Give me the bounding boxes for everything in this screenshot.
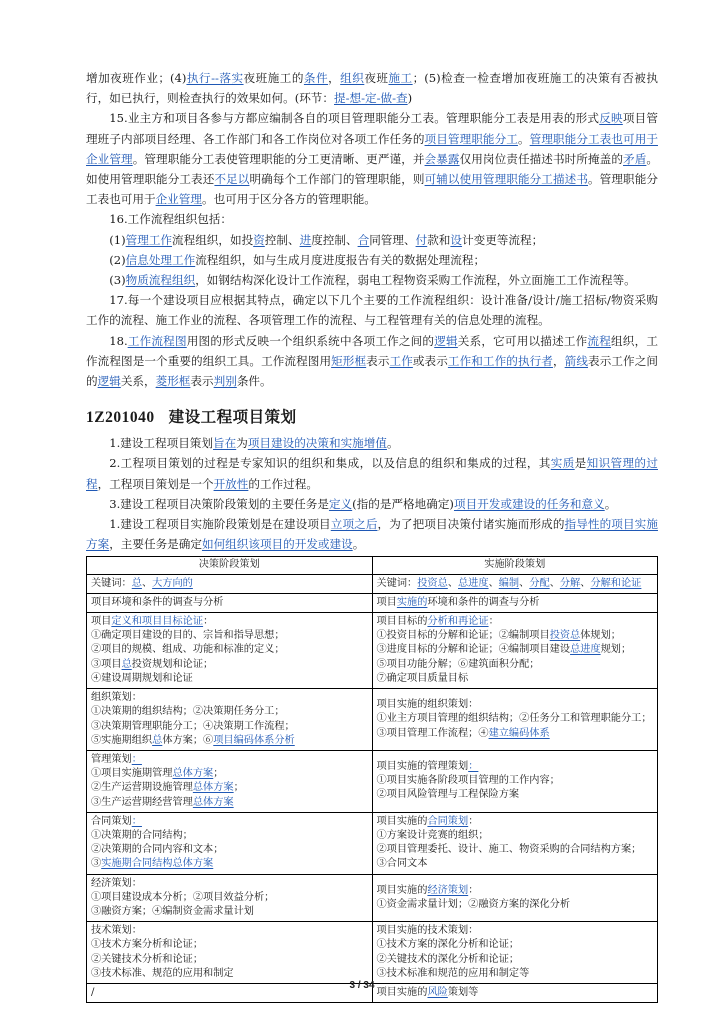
text: 、 (549, 577, 560, 589)
text: 判别 (213, 374, 237, 389)
text: ⑤项目功能分解；⑥建筑面积分配； (376, 658, 540, 670)
cell-decision (87, 689, 373, 751)
cell-line (91, 691, 368, 705)
text: ②决策期的合同内容和文本； (91, 844, 224, 856)
para-17: 17.每一个建设项目应根据其特点，确定以下几个主要的工作流程组织：设计准备/设计/施工招标/物资采购工作的流程、施工作业的流程、各项管理工作的流程、与工程管理有关的信息处理的流程。 (86, 293, 658, 328)
cell-implementation (372, 812, 658, 874)
cell-implementation (372, 689, 658, 751)
text: 组织，工作流程图是一个重要的组织工具。工作流程图用 (86, 333, 658, 368)
text: ①方案设计竞赛的组织； (376, 829, 489, 841)
text: 项目 (91, 616, 112, 628)
text: 组织策划： (91, 692, 142, 704)
text: 、 (447, 577, 458, 589)
text: 关键词： (91, 577, 132, 589)
text: 1.建设工程项目策划 (109, 436, 213, 451)
text: ②项目管理委托、设计、施工、物资采购的合同结构方案； (376, 844, 642, 856)
text: 体方案；⑥ (162, 734, 214, 746)
text: ①业主方项目管理的组织结构；②任务分工和管理职能分工； (376, 713, 652, 725)
text: 如何组织该项目的开发或建设 (201, 537, 353, 552)
text: 表示工作之间的 (86, 353, 658, 389)
text: (1) (109, 232, 126, 247)
cell-line (91, 596, 368, 610)
text: 。也可用于区分各方的管理职能。 (201, 192, 376, 207)
text: 实质 (550, 456, 575, 471)
text: ；(5)检查一检查增加夜班施工的决策有否被执行，如已执行，则检查执行的效果如何。(环节： (86, 71, 658, 106)
table-row (87, 689, 658, 751)
cell-line (377, 857, 654, 871)
text: 项目编码体系分析 (213, 734, 295, 746)
text: 提-想-定-做-查 (334, 91, 408, 106)
text: ： (468, 761, 479, 772)
table-row (87, 574, 658, 593)
text: 增加夜班作业；(4) (86, 71, 187, 85)
text: 矛盾 (623, 151, 647, 166)
text: 或表示 (412, 353, 448, 368)
para-16-2 (86, 250, 658, 270)
cell-line (91, 643, 368, 657)
text: 合同策划 (91, 815, 132, 827)
cell-line (377, 953, 654, 967)
text: 分解和论证 (590, 577, 642, 589)
text: 矩形框 (331, 353, 367, 368)
text: 、 (580, 577, 591, 589)
page-number: 3 / 34 (349, 980, 375, 991)
text: 18. (109, 333, 128, 348)
text: 计变更等流程； (462, 232, 544, 247)
cell-decision (87, 922, 373, 984)
cell-line (91, 629, 368, 643)
text: ①资金需求量计划；②融资方案的深化分析 (376, 898, 571, 910)
cell-line (91, 843, 368, 857)
cell-line (91, 734, 368, 748)
text: 经济策划： (91, 877, 142, 889)
text: 开放性 (213, 476, 249, 491)
text: ， (328, 71, 341, 85)
table-row (87, 874, 658, 922)
table-row (87, 613, 658, 689)
cell-implementation (372, 874, 658, 922)
header-implementation-phase: 实施阶段策划 (372, 557, 658, 574)
cell-line (377, 829, 654, 843)
text: ，如钢结构深化设计工作流程，弱电工程物资采购工作流程，外立面施工工作流程等。 (195, 273, 636, 288)
text: 15.业主方和项目各参与方都应编制各自的项目管理职能分工表。管理职能分工表是用表的形式 (109, 111, 600, 126)
cell-line (91, 953, 368, 967)
text: 组织 (340, 71, 365, 85)
text: 。如使用管理职能分工表还 (86, 151, 658, 187)
cell-line (91, 753, 368, 767)
text: 管理策划 (91, 753, 132, 765)
cell-line (91, 857, 368, 871)
cell-line (377, 698, 654, 712)
cell-line (377, 596, 654, 610)
cell-line (91, 967, 368, 981)
text: 、 (488, 577, 499, 589)
text: 项目实施的 (376, 884, 428, 896)
cell-line (91, 781, 368, 795)
text: 执行--落实 (186, 71, 244, 85)
text: 设 (450, 232, 463, 247)
cell-line (377, 898, 654, 912)
text: 不足以 (214, 172, 250, 187)
text: 立项之后 (330, 517, 378, 532)
text: ， (552, 353, 565, 368)
text: 合 (357, 232, 370, 247)
para-16-1 (86, 230, 658, 250)
text: 。 (517, 131, 530, 146)
text: ③ (91, 858, 102, 870)
text: 总体方案 (192, 782, 234, 794)
text: ②项目风险管理与工程保险方案 (376, 789, 520, 801)
text: 流程组织，如投 (172, 232, 254, 247)
text: 总 (121, 658, 132, 670)
text: 项目实施的 (376, 815, 428, 827)
text: 流程组织，如与生成月度进度报告有关的数据处理流程； (195, 252, 486, 267)
cell-line (377, 643, 654, 657)
cell-line (91, 672, 368, 686)
text: 关系， (120, 374, 156, 389)
text: 为 (236, 436, 248, 451)
text: 项目环境和条件的调查与分析 (91, 596, 224, 608)
page-body (86, 68, 658, 1003)
cell-line (377, 924, 654, 938)
para-16-3 (86, 270, 658, 290)
text: 总体方案 (172, 768, 214, 780)
text: 流程 (587, 333, 611, 348)
text: 策划等 (447, 986, 479, 998)
cell-implementation (372, 574, 658, 593)
text: ： (488, 616, 499, 628)
text: 投资总 (417, 577, 448, 589)
text: 项目开发或建设的任务和意义 (453, 496, 605, 511)
text: 合同策划 (427, 815, 469, 827)
text: 明确每个工作部门的管理职能，则 (249, 172, 425, 187)
cell-line (377, 615, 654, 629)
text: 表示 (190, 374, 214, 389)
text: 总进度 (570, 644, 601, 656)
text: 菱形框 (155, 374, 191, 389)
cell-line (91, 891, 368, 905)
cell-line (377, 938, 654, 952)
text: ； (213, 768, 224, 780)
text: 是 (574, 456, 587, 471)
text: 关键词： (376, 577, 418, 589)
text: 总体方案 (192, 796, 234, 808)
text: ： (131, 815, 142, 827)
text: (指的是严格地确定) (352, 496, 454, 511)
cell-line (91, 577, 368, 591)
text: 用图的形式反映一个组织系统中各项工作之间的 (186, 333, 435, 348)
text: 定义 (328, 496, 353, 511)
cell-line (377, 815, 654, 829)
cell-line (91, 796, 368, 810)
text: (3) (109, 273, 126, 288)
text: ①技术方案分析和论证； (91, 939, 204, 951)
cell-line (91, 815, 368, 829)
text: 技术策划： (91, 925, 142, 937)
text: 投资规划和论证； (131, 658, 214, 670)
text: ①决策期的合同结构； (91, 829, 193, 841)
text: 体规划； (580, 630, 621, 642)
cell-line (91, 615, 368, 629)
table-body (87, 574, 658, 1002)
table-header-row (87, 557, 658, 574)
cell-line (377, 760, 654, 774)
text: ①决策期的组织结构；②决策期任务分工； (91, 706, 285, 718)
cell-line (91, 938, 368, 952)
text: ) (407, 91, 413, 106)
cell-line (91, 877, 368, 891)
text: 实施的 (396, 596, 428, 608)
text: ①技术方案的深化分析和论证； (376, 939, 520, 951)
text: 项目实施的管理策划 (376, 761, 469, 772)
cell-decision (87, 874, 373, 922)
text: 条件。 (236, 374, 272, 389)
cell-line (377, 727, 654, 741)
text: 资 (253, 232, 265, 247)
text: 工作和工作的执行者 (447, 353, 553, 368)
cell-implementation (372, 750, 658, 812)
text: 仅用岗位责任描述书时所掩盖的 (459, 151, 624, 166)
table-row (87, 922, 658, 984)
text: 。管理职能分工表也可用于 (86, 172, 658, 207)
text: ②项目的规模、组成、功能和标准的定义； (91, 644, 285, 656)
para-15 (86, 108, 658, 209)
text: 分配 (529, 577, 550, 589)
text: 建立编码体系 (488, 727, 550, 739)
text: ； (233, 782, 244, 794)
text: 夜班施工的 (243, 71, 304, 85)
text: 项目 (376, 596, 397, 608)
cell-decision (87, 613, 373, 689)
cell-implementation (372, 613, 658, 689)
text: ： (131, 753, 142, 765)
text: 实施期合同结构总体方案 (101, 858, 214, 870)
text: 夜班 (364, 71, 389, 85)
cell-line (91, 767, 368, 781)
cell-decision (87, 593, 373, 612)
text: ： (203, 616, 214, 628)
cell-line (91, 905, 368, 919)
text: 。管理职能分工表使管理职能的分工更清晰、更严谨，并 (132, 151, 425, 166)
text: 分析和再论证 (427, 616, 489, 628)
text: 项目实施的技术策划： (376, 925, 479, 937)
text: ①投资目标的分解和论证；②编制项目 (376, 630, 550, 642)
text: ③技术标准、规范的应用和制定 (91, 967, 234, 979)
planning-comparison-table (86, 556, 658, 1003)
text: 工作 (389, 353, 413, 368)
cell-line (91, 720, 368, 734)
text: ③技术标准和规范的应用和制定等 (376, 967, 530, 979)
text: 总 (152, 734, 163, 746)
text: 企业管理 (155, 192, 202, 207)
para-18 (86, 331, 658, 392)
text: ，工程项目策划是一个 (97, 476, 214, 491)
section-title: 建设工程项目策划 (168, 407, 297, 427)
text: ④建设周期规划和论证 (91, 672, 193, 684)
text: 管理职能分工表也可用于企业管理 (86, 131, 658, 166)
text: 。 (352, 537, 365, 552)
cell-line (91, 705, 368, 719)
text: 控制、 (264, 232, 300, 247)
text: 施工 (388, 71, 413, 85)
section-number: 1Z201040 (86, 409, 155, 427)
cell-line (377, 658, 654, 672)
text: 项目实施的 (376, 986, 428, 998)
text: 项目管理班子内部项目经理、各工作部门和各工作岗位对各项工作任务的 (86, 111, 658, 146)
text: 项目目标的 (376, 616, 428, 628)
text: 信息处理工作 (125, 252, 196, 267)
cell-line (377, 967, 654, 981)
text: ①确定项目建设的目的、宗旨和指导思想； (91, 630, 285, 642)
cell-line (91, 658, 368, 672)
text: ①项目建设成本分析；②项目效益分析； (91, 891, 275, 903)
cell-decision (87, 812, 373, 874)
cell-line (91, 924, 368, 938)
text: ③项目管理工作流程；④ (376, 727, 489, 739)
header-decision-phase: 决策阶段策划 (87, 557, 373, 574)
text: 反映 (599, 111, 623, 126)
text: ③项目 (91, 658, 122, 670)
text: ③生产运营期经营管理 (91, 796, 193, 808)
text: 指导性的项目实施方案 (86, 517, 658, 552)
text: ②关键技术分析和论证； (91, 953, 204, 965)
text: 表示 (366, 353, 390, 368)
text: 1.建设工程项目实施阶段策划是在建设项目 (109, 517, 331, 532)
text: 风险 (427, 986, 448, 998)
cell-line (377, 712, 654, 726)
text: 可辅以使用管理职能分工描述书 (424, 172, 588, 187)
para-16: 16.工作流程组织包括： (109, 212, 232, 227)
text: ，为了把项目决策付诸实施而形成的 (377, 517, 565, 532)
text: 箭线 (564, 353, 589, 368)
text: 规划； (600, 644, 632, 656)
text: 的工作过程。 (248, 476, 318, 491)
text: 项目实施的组织策划： (376, 699, 479, 711)
text: 环境和条件的调查与分析 (427, 596, 540, 608)
text: 逻辑 (434, 333, 458, 348)
para-planning-2 (86, 453, 658, 493)
cell-implementation (372, 593, 658, 612)
text: 。 (386, 436, 399, 451)
cell-line (377, 788, 654, 802)
para-planning-4 (86, 514, 658, 554)
text: 、 (519, 577, 530, 589)
text: 会暴露 (424, 151, 460, 166)
text: / (91, 986, 95, 998)
text: 逻辑 (97, 374, 121, 389)
cell-decision (87, 750, 373, 812)
table-row (87, 812, 658, 874)
table-row (87, 593, 658, 612)
cell-line (91, 829, 368, 843)
table-row (87, 750, 658, 812)
cell-line (377, 577, 654, 591)
text: 投资总 (549, 630, 581, 642)
text: 旨在 (213, 436, 237, 451)
cell-line (377, 672, 654, 686)
text: 2.工程项目策划的过程是专家知识的组织和集成，以及信息的组织和集成的过程，其 (109, 456, 551, 471)
text: ③融资方案；④编制资金需求量计划 (91, 905, 254, 917)
text: 知识管理的过程 (86, 456, 658, 491)
text: 、 (141, 577, 153, 589)
text: 条件 (303, 71, 329, 85)
text: 经济策划 (427, 884, 469, 896)
text: 同管理、 (369, 232, 416, 247)
text: 编制 (498, 577, 520, 589)
text: 付 (415, 232, 428, 247)
text: 大方向的 (152, 577, 193, 589)
text: 3.建设工程项目决策阶段策划的主要任务是 (109, 496, 329, 511)
para-planning-3 (86, 494, 658, 514)
para-planning-1 (86, 433, 658, 453)
text: ③决策期管理职能分工；④决策期工作流程； (91, 720, 295, 732)
text: ，主要任务是确定 (109, 537, 202, 552)
text: ②生产运营期设施管理 (91, 782, 193, 794)
text: ⑦确定项目质量目标 (376, 672, 469, 684)
text: 总进度 (458, 577, 489, 589)
text: 进 (299, 232, 312, 247)
text: 度控制、 (311, 232, 358, 247)
text: ： (468, 815, 479, 827)
cell-line (377, 884, 654, 898)
text: ①项目实施期管理 (91, 768, 173, 780)
text: 分解 (559, 577, 581, 589)
text: ①项目实施各阶段项目管理的工作内容； (376, 775, 560, 787)
text: ⑤实施期组织 (91, 734, 153, 746)
text: ③合同文本 (376, 858, 428, 870)
para-night-shift (86, 68, 658, 108)
cell-decision (87, 574, 373, 593)
text: 关系，它可用以描述工作 (457, 333, 588, 348)
text: 物质流程组织 (125, 273, 196, 288)
text: 总 (131, 577, 142, 589)
text: ： (468, 884, 479, 896)
text: 项目建设的决策和实施增值 (247, 436, 387, 451)
cell-line (377, 843, 654, 857)
cell-line (377, 629, 654, 643)
text: ②关键技术的深化分析和论证； (376, 953, 520, 965)
section-heading (86, 405, 658, 427)
text: 管理工作 (125, 232, 173, 247)
text: ③进度目标的分解和论证；④编制项目建设 (376, 644, 571, 656)
text: 项目管理职能分工 (424, 131, 518, 146)
text: 。 (604, 496, 617, 511)
text: 款和 (427, 232, 451, 247)
cell-implementation (372, 922, 658, 984)
text: 工作流程图 (127, 333, 187, 348)
cell-line (377, 774, 654, 788)
text: (2) (109, 252, 126, 267)
text: 定义和项目目标论证 (111, 616, 204, 628)
